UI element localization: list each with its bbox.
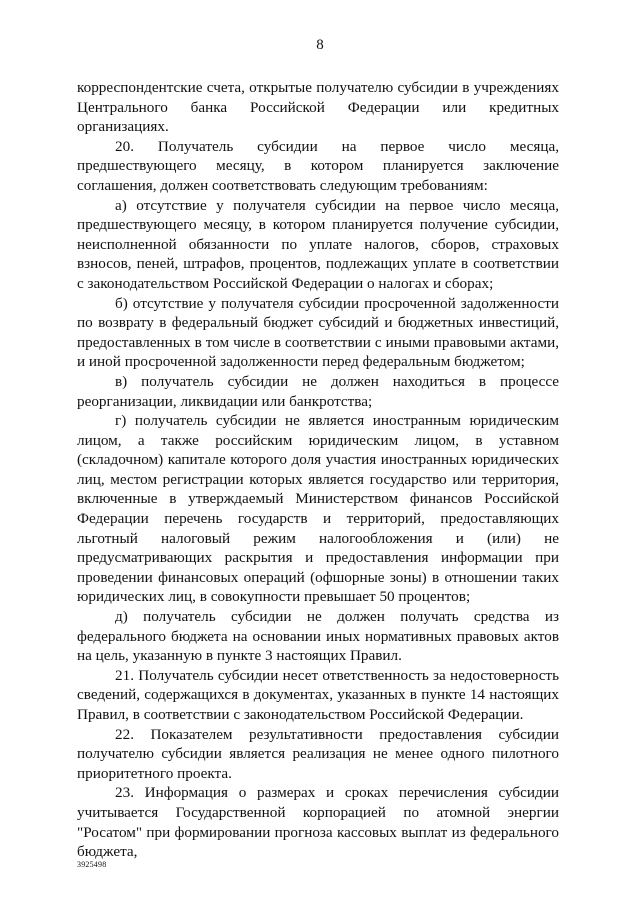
document-body xyxy=(77,78,559,862)
paragraph-clause-20: 20. Получатель субсидии на первое число месяца, предшествующего месяцу, в котором планируется заключение соглашения, должен соответствовать следующим требованиям: xyxy=(77,137,559,194)
paragraph-clause-21: 21. Получатель субсидии несет ответственность за недостоверность сведений, содержащихся в документах, указанных в пункте 14 настоящих Правил, в соответствии с законодательством Российской Федерации. xyxy=(77,666,559,723)
paragraph-subclause-a: а) отсутствие у получателя субсидии на первое число месяца, предшествующего месяцу, в котором планируется получение субсидии, неисполненной обязанности по уплате налогов, сборов, страховых взносов, пеней, штрафов, процентов, подлежащих уплате в соответствии с законодательством Российской Федерации о налогах и сборах; xyxy=(77,196,559,292)
paragraph-subclause-b: б) отсутствие у получателя субсидии просроченной задолженности по возврату в федеральный бюджет субсидий и бюджетных инвестиций, предоставленных в том числе в соответствии с иными правовыми актами, и иной просроченной задолженности перед федеральным бюджетом; xyxy=(77,294,559,371)
page-number: 8 xyxy=(316,37,324,53)
paragraph-subclause-g: г) получатель субсидии не является иностранным юридическим лицом, а также российским юридическим лицом, в уставном (складочном) капитале которого доля участия иностранных юридических лиц, местом регистрации которых является государство или территория, включенные в утверждаемый Министерством финансов Российской Федерации перечень государств и территорий, предоставляющих льготный налоговый режим налогообложения и (или) не предусматривающих раскрытия и предоставления информации при проведении финансовых операций (офшорные зоны) в отношении таких юридических лиц, в совокупности превышает 50 процентов; xyxy=(77,412,559,606)
document-code: 3925498 xyxy=(77,860,107,869)
paragraph-subclause-v: в) получатель субсидии не должен находиться в процессе реорганизации, ликвидации или банкротства; xyxy=(77,372,559,410)
paragraph-clause-23: 23. Информация о размерах и сроках перечисления субсидии учитывается Государственной корпорацией по атомной энергии "Росатом" при формировании прогноза кассовых выплат из федерального бюджета, xyxy=(77,784,559,861)
paragraph-subclause-d: д) получатель субсидии не должен получать средства из федерального бюджета на основании иных нормативных правовых актов на цель, указанную в пункте 3 настоящих Правил. xyxy=(77,608,559,665)
paragraph-continuation: корреспондентские счета, открытые получателю субсидии в учреждениях Центрального банка Российской Федерации или кредитных организациях. xyxy=(77,79,559,136)
paragraph-clause-22: 22. Показателем результативности предоставления субсидии получателю субсидии является реализация не менее одного пилотного приоритетного проекта. xyxy=(77,725,559,782)
